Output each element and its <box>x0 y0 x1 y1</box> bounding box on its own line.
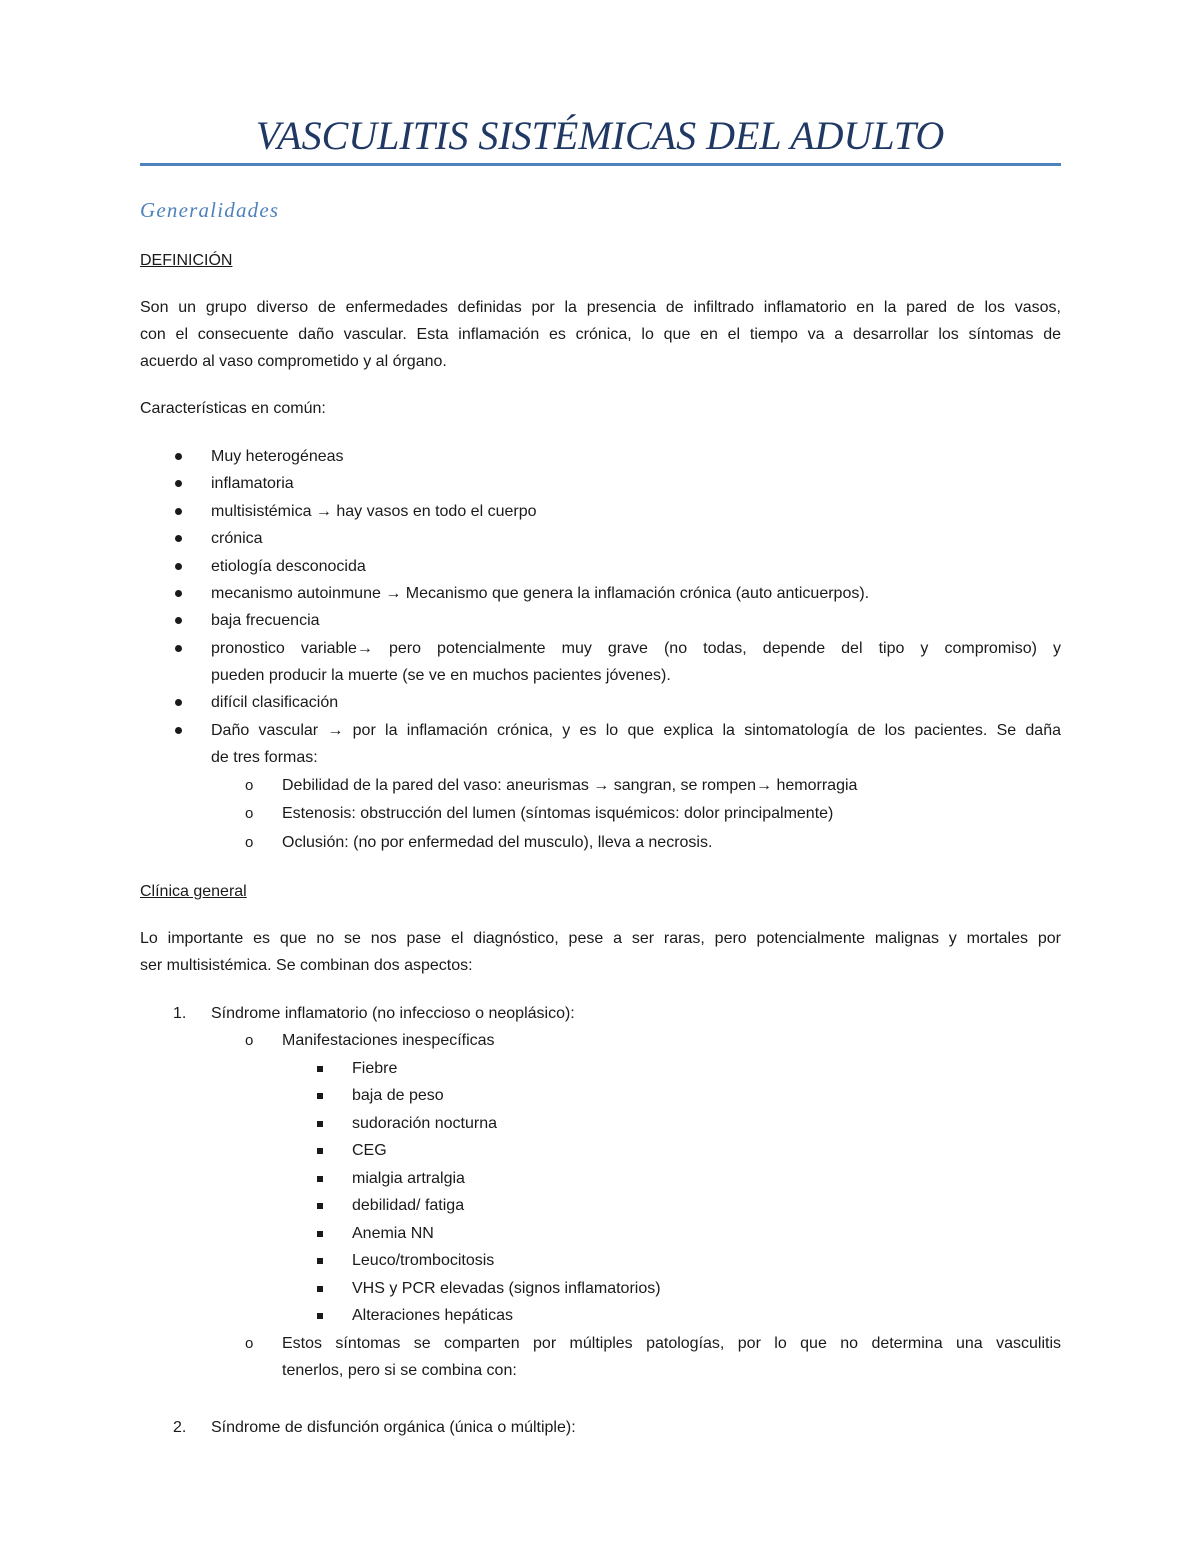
list-item: baja de peso <box>352 1087 444 1104</box>
list-item: baja frecuencia <box>211 612 320 629</box>
sub-bullet-marker: o <box>245 834 254 851</box>
list-item: mialgia artralgia <box>352 1170 465 1187</box>
bullet-dot <box>175 590 182 597</box>
numbered-item: Síndrome de disfunción orgánica (única o múltiple): <box>211 1419 576 1436</box>
list-item: Alteraciones hepáticas <box>352 1307 513 1324</box>
sub-list-item: Oclusión: (no por enfermedad del musculo), lleva a necrosis. <box>282 834 713 851</box>
bullet-dot <box>175 699 182 706</box>
sub-list-item: Estos síntomas se comparten por múltiples patologías, por lo que no determina una vasculitis <box>282 1335 1061 1352</box>
bullet-dot <box>175 535 182 542</box>
list-item: mecanismo autoinmune → Mecanismo que genera la inflamación crónica (auto anticuerpos). <box>211 585 870 602</box>
square-bullet <box>317 1176 323 1182</box>
bullet-dot <box>175 508 182 515</box>
definicion-heading: DEFINICIÓN <box>140 252 233 269</box>
list-item-continuation: pueden producir la muerte (se ve en muchos pacientes jóvenes). <box>211 667 671 684</box>
list-item: Daño vascular → por la inflamación crónica, y es lo que explica la sintomatología de los pacientes. Se daña <box>211 722 1061 739</box>
list-item: VHS y PCR elevadas (signos inflamatorios) <box>352 1280 661 1297</box>
sub-bullet-marker: o <box>245 1335 254 1352</box>
definicion-line-2: con el consecuente daño vascular. Esta inflamación es crónica, lo que en el tiempo va a desarrollar los síntomas de <box>140 326 1061 343</box>
list-item: difícil clasificación <box>211 694 339 711</box>
bullet-dot <box>175 480 182 487</box>
square-bullet <box>317 1258 323 1264</box>
sub-bullet-marker: o <box>245 1032 254 1049</box>
list-item-continuation: de tres formas: <box>211 749 318 766</box>
bullet-dot <box>175 727 182 734</box>
list-item: Fiebre <box>352 1060 398 1077</box>
page-title: VASCULITIS SISTÉMICAS DEL ADULTO <box>255 113 945 158</box>
section-heading: Generalidades <box>140 198 280 222</box>
caracteristicas-heading: Características en común: <box>140 400 326 417</box>
sub-list-item: Estenosis: obstrucción del lumen (síntomas isquémicos: dolor principalmente) <box>282 805 834 822</box>
numbered-marker: 2. <box>173 1419 187 1436</box>
list-item: CEG <box>352 1142 387 1159</box>
list-item: Leuco/trombocitosis <box>352 1252 495 1269</box>
numbered-marker: 1. <box>173 1005 187 1022</box>
list-item: Muy heterogéneas <box>211 448 344 465</box>
clinica-line-2: ser multisistémica. Se combinan dos aspectos: <box>140 957 473 974</box>
definicion-line-1: Son un grupo diverso de enfermedades definidas por la presencia de infiltrado inflamatorio en la pared de los vasos, <box>140 299 1061 316</box>
square-bullet <box>317 1148 323 1154</box>
square-bullet <box>317 1286 323 1292</box>
bullet-dot <box>175 645 182 652</box>
definicion-line-3: acuerdo al vaso comprometido y al órgano. <box>140 353 447 370</box>
square-bullet <box>317 1121 323 1127</box>
list-item: etiología desconocida <box>211 558 366 575</box>
square-bullet <box>317 1203 323 1209</box>
sub-bullet-marker: o <box>245 777 254 794</box>
list-item: multisistémica → hay vasos en todo el cuerpo <box>211 503 537 520</box>
list-item: crónica <box>211 530 263 547</box>
sub-bullet-marker: o <box>245 805 254 822</box>
clinica-heading: Clínica general <box>140 883 247 900</box>
title-divider <box>140 163 1061 166</box>
sub-list-item-continuation: tenerlos, pero si se combina con: <box>282 1362 517 1379</box>
sub-list-item: Manifestaciones inespecíficas <box>282 1032 495 1049</box>
square-bullet <box>317 1093 323 1099</box>
numbered-item: Síndrome inflamatorio (no infeccioso o neoplásico): <box>211 1005 575 1022</box>
list-item: debilidad/ fatiga <box>352 1197 465 1214</box>
square-bullet <box>317 1231 323 1237</box>
list-item: Anemia NN <box>352 1225 434 1242</box>
square-bullet <box>317 1066 323 1072</box>
clinica-line-1: Lo importante es que no se nos pase el diagnóstico, pese a ser raras, pero potencialmente malignas y mortales por <box>140 930 1061 947</box>
bullet-dot <box>175 453 182 460</box>
square-bullet <box>317 1313 323 1319</box>
list-item: inflamatoria <box>211 475 294 492</box>
list-item: pronostico variable→ pero potencialmente muy grave (no todas, depende del tipo y compromiso) y <box>211 640 1061 657</box>
sub-list-item: Debilidad de la pared del vaso: aneurismas → sangran, se rompen→ hemorragia <box>282 777 858 794</box>
bullet-dot <box>175 617 182 624</box>
list-item: sudoración nocturna <box>352 1115 497 1132</box>
bullet-dot <box>175 563 182 570</box>
